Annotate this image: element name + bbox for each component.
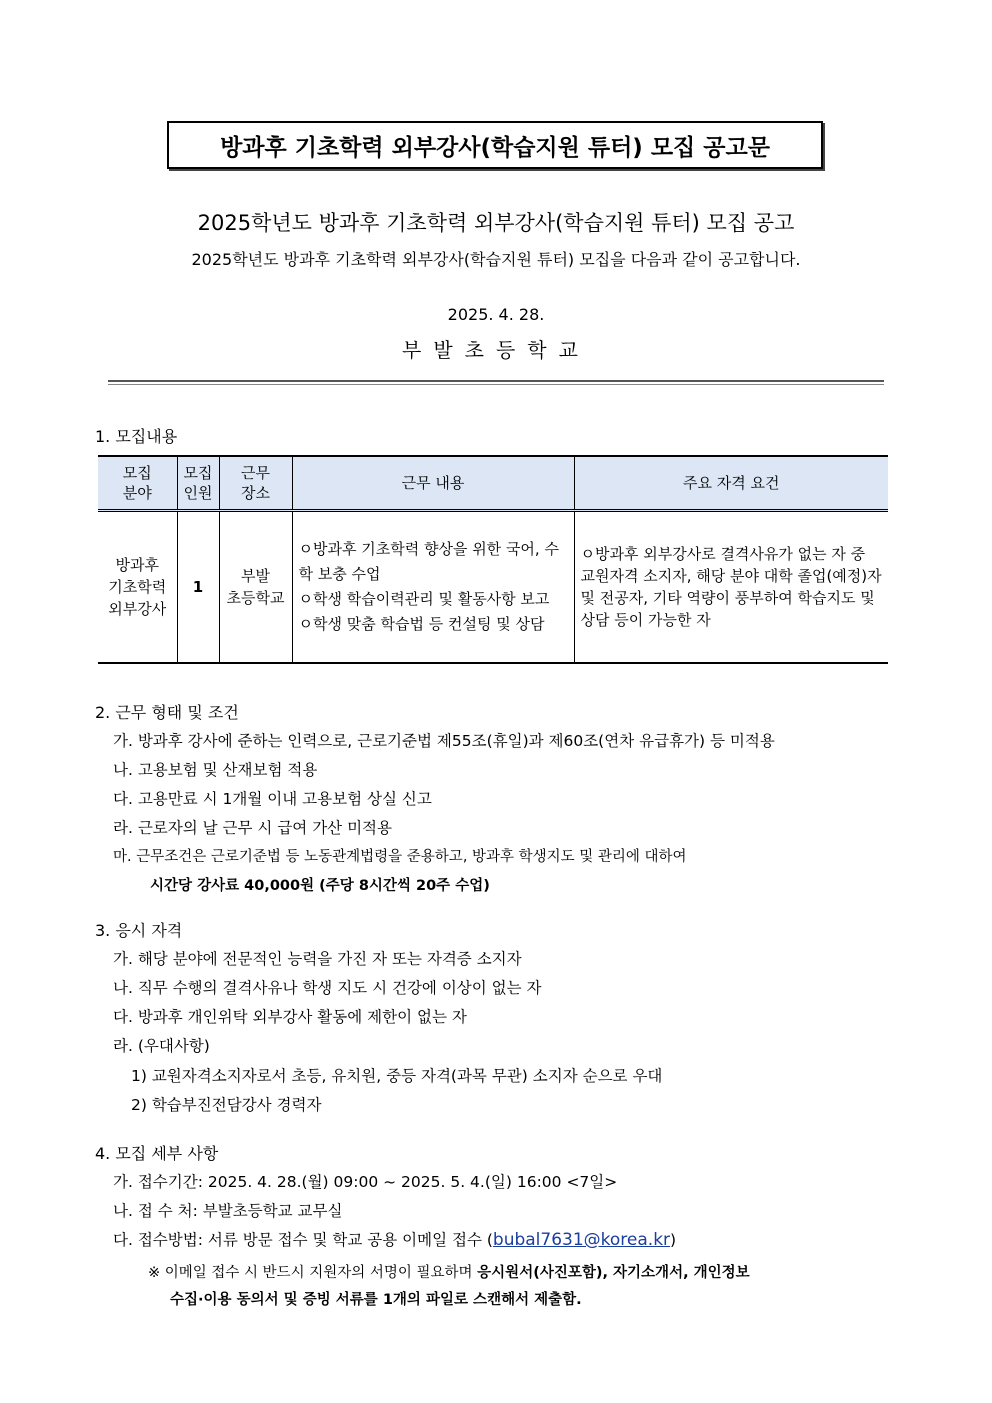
preference-item: 1) 교원자격소지자로서 초등, 유치원, 중등 자격(과목 무관) 소지자 순으로 우대	[131, 1067, 663, 1085]
application-period	[113, 1170, 617, 1192]
preference-item: 2) 학습부진전담강사 경력자	[131, 1096, 322, 1114]
notice-title-box	[167, 121, 823, 169]
school-name: 부발초등학교	[402, 338, 590, 362]
cell-qualification: ㅇ방과후 외부강사로 결격사유가 없는 자 중 교원자격 소지자, 해당 분야 대학 졸업(예정)자 및 전공자, 기타 역량이 풍부하여 학습지도 및 상담 등이 가능한 자	[574, 511, 888, 664]
application-note: ※ 이메일 접수 시 반드시 지원자의 서명이 필요하며 응시원서(사진포함), 자기소개서, 개인정보	[148, 1265, 750, 1281]
section2-title: 2. 근무 형태 및 조건	[95, 703, 239, 722]
header-qualification: 주요 자격 요건	[574, 456, 888, 511]
section3-title: 3. 응시 자격	[95, 921, 183, 940]
header-field: 모집 분야	[98, 456, 177, 511]
header-duties: 근무 내용	[292, 456, 574, 511]
cell-count: 1	[177, 511, 219, 664]
period-value: 2025. 4. 28.(월) 09:00 ~ 2025. 5. 4.(일) 16:00 <7일>	[207, 1173, 618, 1191]
note-bold: 응시원서(사진포함), 자기소개서, 개인정보	[477, 1265, 750, 1281]
duty-item: ㅇ학생 학습이력관리 및 활동사항 보고	[298, 590, 550, 608]
eligibility-item: 다. 방과후 개인위탁 외부강사 활동에 제한이 없는 자	[113, 1008, 467, 1026]
method-label: 다. 접수방법: 서류 방문 접수 및 학교 공용 이메일 접수 (	[113, 1231, 493, 1249]
header-place: 근무 장소	[219, 456, 292, 511]
header-count: 모집 인원	[177, 456, 219, 511]
application-method: 다. 접수방법: 서류 방문 접수 및 학교 공용 이메일 접수 (bubal7631@korea.kr)	[113, 1230, 677, 1250]
cell-place: 부발 초등학교	[219, 511, 292, 664]
eligibility-item: 나. 직무 수행의 결격사유나 학생 지도 시 건강에 이상이 없는 자	[113, 979, 542, 997]
announcement-subheading: 2025학년도 방과후 기초학력 외부강사(학습지원 튜터) 모집을 다음과 같이 공고합니다.	[191, 250, 801, 269]
section1-title: 1. 모집내용	[95, 427, 178, 446]
condition-item: 마. 근무조건은 근로기준법 등 노동관계법령을 준용하고, 방과후 학생지도 및 관리에 대하여	[113, 849, 687, 865]
duty-item: ㅇ방과후 기초학력 향상을 위한 국어, 수학 보충 수업	[298, 540, 559, 583]
announcement-heading: 2025학년도 방과후 기초학력 외부강사(학습지원 튜터) 모집 공고	[197, 211, 795, 235]
condition-item: 다. 고용만료 시 1개월 이내 고용보험 상실 신고	[113, 790, 432, 808]
condition-item: 가. 방과후 강사에 준하는 인력으로, 근로기준법 제55조(휴일)과 제60조(연차 유급휴가) 등 미적용	[113, 732, 775, 750]
announcement-date: 2025. 4. 28.	[447, 305, 545, 324]
application-note-line2: 수집·이용 동의서 및 증빙 서류를 1개의 파일로 스캔해서 제출함.	[170, 1292, 582, 1308]
notice-title: 방과후 기초학력 외부강사(학습지원 튜터) 모집 공고문	[220, 134, 770, 161]
cell-duties	[292, 511, 574, 664]
duty-item: ㅇ학생 맞춤 학습법 등 컨설팅 및 상담	[298, 615, 545, 633]
condition-item: 라. 근로자의 날 근무 시 급여 가산 미적용	[113, 819, 392, 837]
application-place: 나. 접 수 처: 부발초등학교 교무실	[113, 1202, 343, 1220]
eligibility-item: 라. (우대사항)	[113, 1037, 210, 1055]
email-link[interactable]: bubal7631@korea.kr	[492, 1230, 671, 1250]
table-header-row	[98, 456, 888, 511]
table-row	[98, 511, 888, 664]
cell-field: 방과후 기초학력 외부강사	[98, 511, 177, 664]
divider	[108, 380, 884, 385]
section4-title: 4. 모집 세부 사항	[95, 1144, 219, 1163]
eligibility-item: 가. 해당 분야에 전문적인 능력을 가진 자 또는 자격증 소지자	[113, 950, 522, 968]
period-label: 가. 접수기간:	[113, 1173, 208, 1191]
condition-item: 나. 고용보험 및 산재보험 적용	[113, 761, 318, 779]
pay-info: 시간당 강사료 40,000원 (주당 8시간씩 20주 수업)	[150, 878, 490, 894]
recruitment-table	[98, 455, 888, 664]
